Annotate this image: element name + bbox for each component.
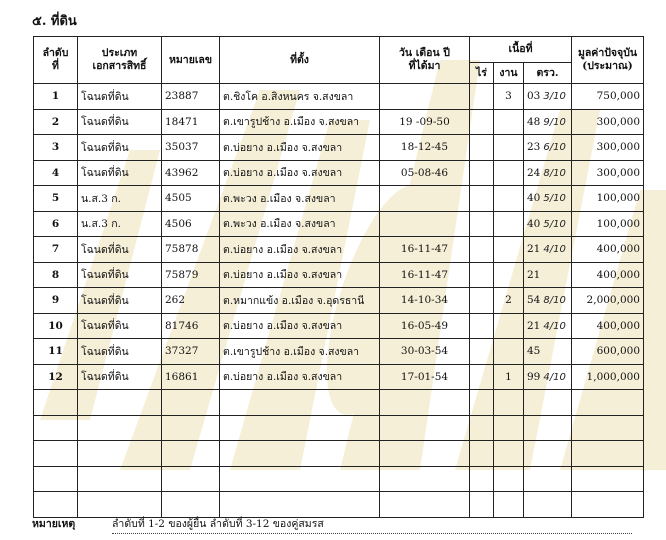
empty-cell (572, 415, 644, 441)
row-ngan (494, 313, 524, 339)
empty-cell (34, 415, 78, 441)
row-ngan (494, 160, 524, 186)
row-ngan (494, 339, 524, 365)
row-rai (470, 109, 494, 135)
empty-cell (34, 390, 78, 416)
empty-cell (470, 492, 494, 518)
row-location: ต.บ่อยาง อ.เมือง จ.สงขลา (220, 313, 380, 339)
row-seq: 1 (34, 84, 78, 110)
empty-cell (380, 415, 470, 441)
empty-cell (220, 466, 380, 492)
row-seq: 4 (34, 160, 78, 186)
header-acquired-date: วัน เดือน ปี ที่ได้มา (380, 37, 470, 84)
handwritten-fraction: 6/10 (543, 142, 566, 154)
empty-cell (78, 441, 162, 467)
empty-cell (470, 466, 494, 492)
empty-cell (524, 441, 572, 467)
row-doc-type: น.ส.3 ก. (78, 211, 162, 237)
row-sqwah: 23 6/10 (524, 135, 572, 161)
row-seq: 8 (34, 262, 78, 288)
header-doc-type: ประเภท เอกสารสิทธิ์ (78, 37, 162, 84)
empty-cell (494, 441, 524, 467)
row-date: 16-11-47 (380, 262, 470, 288)
land-table (33, 36, 644, 518)
row-doc-type: โฉนดที่ดิน (78, 135, 162, 161)
empty-cell (34, 441, 78, 467)
table-row (34, 84, 644, 110)
row-number: 35037 (162, 135, 220, 161)
row-ngan: 1 (494, 364, 524, 390)
header-rai: ไร่ (470, 63, 494, 84)
row-doc-type: โฉนดที่ดิน (78, 313, 162, 339)
handwritten-fraction: 4/10 (543, 371, 566, 383)
table-row (34, 339, 644, 365)
empty-cell (78, 415, 162, 441)
row-sqwah: 03 3/10 (524, 84, 572, 110)
empty-cell (470, 441, 494, 467)
row-date (380, 211, 470, 237)
row-value: 400,000 (572, 237, 644, 263)
row-location: ต.พะวง อ.เมือง จ.สงขลา (220, 186, 380, 212)
empty-cell (494, 390, 524, 416)
row-date: 19 -09-50 (380, 109, 470, 135)
empty-cell (220, 415, 380, 441)
row-location: ต.พะวง อ.เมือง จ.สงขลา (220, 211, 380, 237)
row-rai (470, 339, 494, 365)
row-location: ต.หมากแข้ง อ.เมือง จ.อุดรธานี (220, 288, 380, 314)
row-date: 05-08-46 (380, 160, 470, 186)
row-number: 262 (162, 288, 220, 314)
header-seq: ลำดับ ที่ (34, 37, 78, 84)
empty-cell (470, 390, 494, 416)
table-row (34, 288, 644, 314)
table-row (34, 237, 644, 263)
empty-cell (572, 390, 644, 416)
row-seq: 7 (34, 237, 78, 263)
row-number: 18471 (162, 109, 220, 135)
row-doc-type: โฉนดที่ดิน (78, 160, 162, 186)
row-ngan: 3 (494, 84, 524, 110)
row-value: 100,000 (572, 186, 644, 212)
handwritten-fraction: 5/10 (543, 193, 566, 205)
row-ngan (494, 211, 524, 237)
row-rai (470, 237, 494, 263)
empty-row (34, 492, 644, 518)
header-value: มูลค่าปัจจุบัน (ประมาณ) (572, 37, 644, 84)
empty-row (34, 390, 644, 416)
row-ngan (494, 237, 524, 263)
row-date (380, 186, 470, 212)
row-sqwah: 45 (524, 339, 572, 365)
table-row (34, 135, 644, 161)
empty-cell (380, 441, 470, 467)
empty-cell (162, 390, 220, 416)
row-sqwah: 40 5/10 (524, 186, 572, 212)
empty-cell (572, 441, 644, 467)
header-area: เนื้อที่ (470, 37, 572, 63)
row-value: 2,000,000 (572, 288, 644, 314)
row-rai (470, 84, 494, 110)
handwritten-fraction: 9/10 (543, 116, 566, 128)
row-rai (470, 211, 494, 237)
row-doc-type: โฉนดที่ดิน (78, 364, 162, 390)
row-seq: 11 (34, 339, 78, 365)
row-seq: 3 (34, 135, 78, 161)
row-value: 100,000 (572, 211, 644, 237)
row-seq: 6 (34, 211, 78, 237)
empty-cell (494, 415, 524, 441)
row-sqwah: 99 4/10 (524, 364, 572, 390)
row-rai (470, 186, 494, 212)
row-doc-type: โฉนดที่ดิน (78, 288, 162, 314)
row-sqwah: 40 5/10 (524, 211, 572, 237)
row-value: 600,000 (572, 339, 644, 365)
empty-cell (524, 492, 572, 518)
row-seq: 10 (34, 313, 78, 339)
remark-text: ลำดับที่ 1-2 ของผู้ยื่น ลำดับที่ 3-12 ของคู่สมรส (112, 515, 632, 534)
row-rai (470, 364, 494, 390)
table-row (34, 262, 644, 288)
empty-cell (524, 415, 572, 441)
table-row (34, 364, 644, 390)
empty-cell (162, 441, 220, 467)
table-row (34, 313, 644, 339)
empty-cell (78, 466, 162, 492)
row-doc-type: โฉนดที่ดิน (78, 237, 162, 263)
empty-cell (572, 466, 644, 492)
row-location: ต.บ่อยาง อ.เมือง จ.สงขลา (220, 364, 380, 390)
header-location: ที่ตั้ง (220, 37, 380, 84)
header-sqwah: ตรว. (524, 63, 572, 84)
table-row (34, 186, 644, 212)
row-number: 4505 (162, 186, 220, 212)
row-date: 14-10-34 (380, 288, 470, 314)
row-seq: 9 (34, 288, 78, 314)
empty-cell (162, 492, 220, 518)
row-number: 81746 (162, 313, 220, 339)
row-number: 43962 (162, 160, 220, 186)
row-value: 300,000 (572, 135, 644, 161)
row-number: 75878 (162, 237, 220, 263)
row-date (380, 84, 470, 110)
row-ngan (494, 135, 524, 161)
handwritten-fraction: 3/10 (543, 91, 566, 103)
row-seq: 12 (34, 364, 78, 390)
row-value: 300,000 (572, 160, 644, 186)
row-sqwah: 54 8/10 (524, 288, 572, 314)
empty-cell (220, 441, 380, 467)
handwritten-fraction: 4/10 (543, 320, 566, 332)
row-sqwah: 24 8/10 (524, 160, 572, 186)
row-doc-type: โฉนดที่ดิน (78, 262, 162, 288)
row-sqwah: 48 9/10 (524, 109, 572, 135)
handwritten-fraction: 8/10 (543, 167, 566, 179)
row-doc-type: โฉนดที่ดิน (78, 109, 162, 135)
table-row (34, 211, 644, 237)
row-doc-type: โฉนดที่ดิน (78, 84, 162, 110)
row-doc-type: โฉนดที่ดิน (78, 339, 162, 365)
row-rai (470, 135, 494, 161)
row-value: 750,000 (572, 84, 644, 110)
row-sqwah: 21 4/10 (524, 313, 572, 339)
remark (32, 515, 632, 534)
empty-cell (380, 492, 470, 518)
empty-cell (78, 492, 162, 518)
empty-cell (470, 415, 494, 441)
row-location: ต.เขารูปช้าง อ.เมือง จ.สงขลา (220, 339, 380, 365)
empty-cell (220, 390, 380, 416)
row-value: 1,000,000 (572, 364, 644, 390)
row-date: 18-12-45 (380, 135, 470, 161)
empty-row (34, 441, 644, 467)
row-value: 300,000 (572, 109, 644, 135)
row-ngan (494, 109, 524, 135)
empty-cell (162, 466, 220, 492)
row-value: 400,000 (572, 313, 644, 339)
row-date: 16-11-47 (380, 237, 470, 263)
row-number: 16861 (162, 364, 220, 390)
row-location: ต.เขารูปช้าง อ.เมือง จ.สงขลา (220, 109, 380, 135)
empty-cell (220, 492, 380, 518)
row-number: 4506 (162, 211, 220, 237)
row-number: 37327 (162, 339, 220, 365)
row-number: 75879 (162, 262, 220, 288)
row-location: ต.ชิงโค อ.สิงหนคร จ.สงขลา (220, 84, 380, 110)
row-rai (470, 262, 494, 288)
empty-cell (524, 466, 572, 492)
row-number: 23887 (162, 84, 220, 110)
row-ngan: 2 (494, 288, 524, 314)
empty-cell (572, 492, 644, 518)
empty-cell (380, 466, 470, 492)
empty-cell (78, 390, 162, 416)
row-rai (470, 313, 494, 339)
table-row (34, 109, 644, 135)
row-seq: 5 (34, 186, 78, 212)
empty-cell (524, 390, 572, 416)
row-seq: 2 (34, 109, 78, 135)
remark-label: หมายเหตุ (32, 518, 76, 530)
handwritten-fraction: 8/10 (543, 295, 566, 307)
row-rai (470, 160, 494, 186)
header-ngan: งาน (494, 63, 524, 84)
row-doc-type: น.ส.3 ก. (78, 186, 162, 212)
empty-cell (494, 466, 524, 492)
empty-cell (34, 466, 78, 492)
header-number: หมายเลข (162, 37, 220, 84)
row-sqwah: 21 (524, 262, 572, 288)
row-ngan (494, 186, 524, 212)
section-title: ๕. ที่ดิน (32, 14, 77, 29)
empty-cell (494, 492, 524, 518)
row-date: 30-03-54 (380, 339, 470, 365)
row-location: ต.บ่อยาง อ.เมือง จ.สงขลา (220, 262, 380, 288)
row-location: ต.บ่อยาง อ.เมือง จ.สงขลา (220, 135, 380, 161)
empty-cell (162, 415, 220, 441)
row-location: ต.บ่อยาง อ.เมือง จ.สงขลา (220, 237, 380, 263)
handwritten-fraction: 5/10 (543, 218, 566, 230)
row-date: 16-05-49 (380, 313, 470, 339)
empty-cell (34, 492, 78, 518)
empty-row (34, 466, 644, 492)
handwritten-fraction: 4/10 (543, 244, 566, 256)
row-rai (470, 288, 494, 314)
empty-row (34, 415, 644, 441)
row-sqwah: 21 4/10 (524, 237, 572, 263)
row-ngan (494, 262, 524, 288)
row-value: 400,000 (572, 262, 644, 288)
row-location: ต.บ่อยาง อ.เมือง จ.สงขลา (220, 160, 380, 186)
row-date: 17-01-54 (380, 364, 470, 390)
empty-cell (380, 390, 470, 416)
table-row (34, 160, 644, 186)
